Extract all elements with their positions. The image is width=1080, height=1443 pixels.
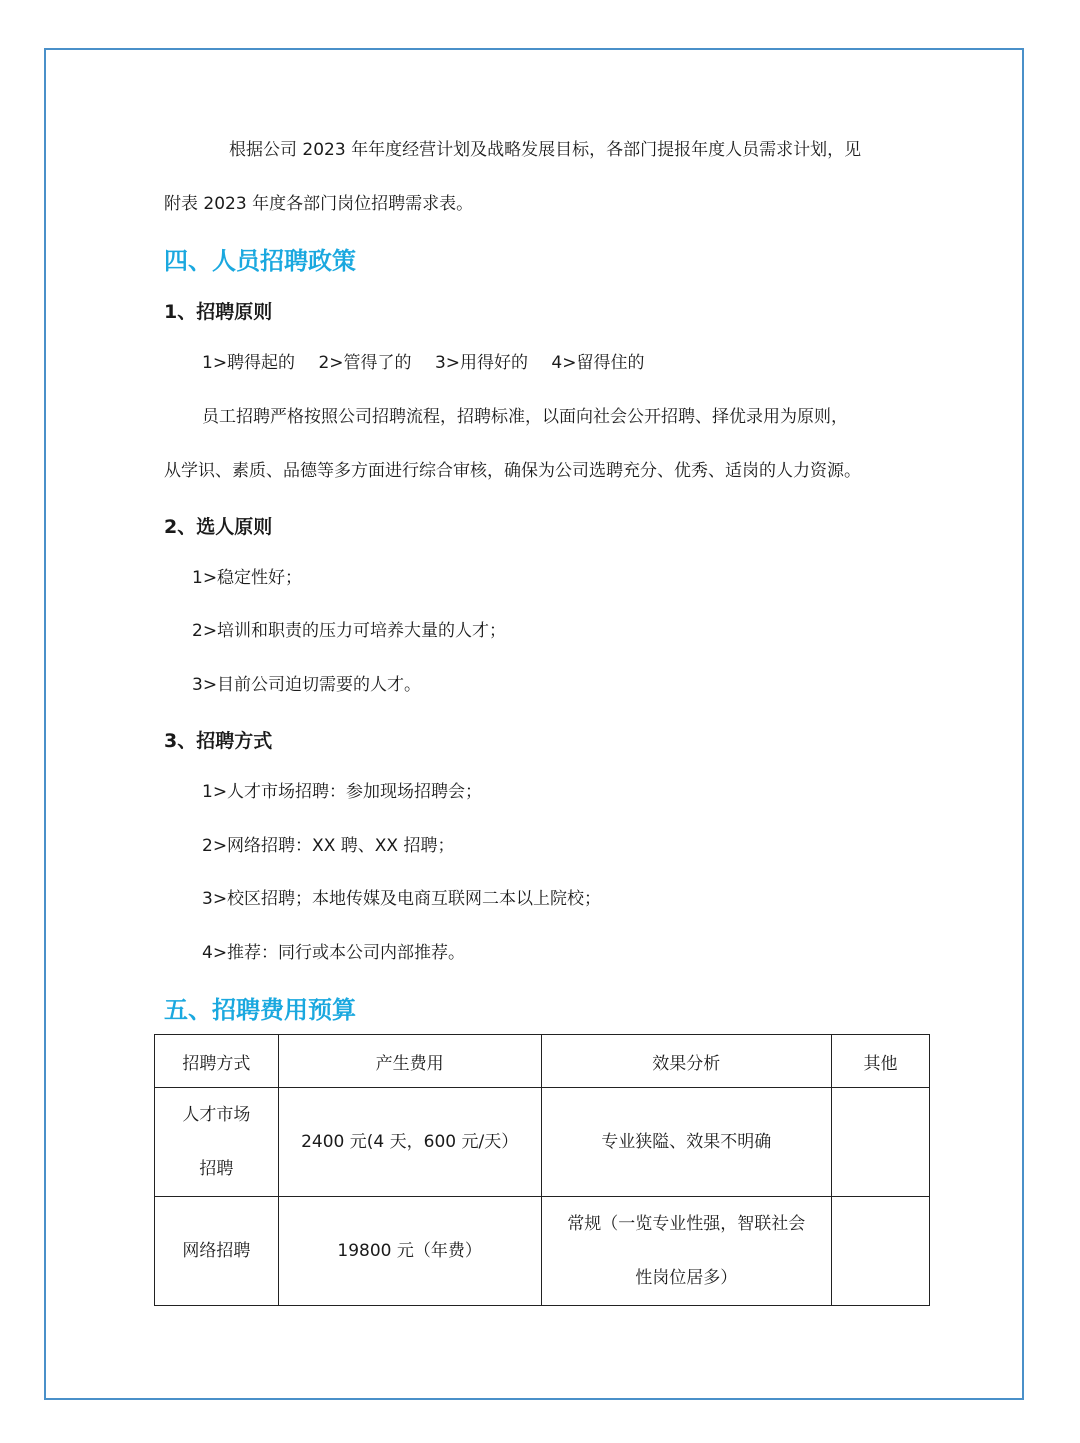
section-4-title: 四、人员招聘政策 bbox=[164, 247, 356, 275]
subsection-1-title: 1、招聘原则 bbox=[164, 301, 273, 323]
intro-line-1: 根据公司 2023 年年度经营计划及战略发展目标，各部门提报年度人员需求计划，见 bbox=[229, 140, 862, 160]
budget-table bbox=[154, 1034, 930, 1306]
cell-other bbox=[832, 1197, 930, 1306]
principle-para-line-1: 员工招聘严格按照公司招聘流程，招聘标准，以面向社会公开招聘、择优录用为原则， bbox=[202, 407, 848, 427]
cell-effect bbox=[541, 1197, 832, 1306]
subsection-3-title: 3、招聘方式 bbox=[164, 730, 273, 752]
principle-item: 2>管得了的 bbox=[318, 353, 412, 373]
cell-effect: 专业狭隘、效果不明确 bbox=[541, 1088, 832, 1197]
principle-item: 1>聘得起的 bbox=[202, 353, 296, 373]
principle-para-line-2: 从学识、素质、品德等多方面进行综合审核，确保为公司选聘充分、优秀、适岗的人力资源。 bbox=[164, 461, 861, 481]
method-item: 1>人才市场招聘：参加现场招聘会； bbox=[202, 782, 483, 802]
cell-method: 网络招聘 bbox=[155, 1197, 279, 1306]
header-effect: 效果分析 bbox=[541, 1035, 832, 1088]
selection-item: 2>培训和职责的压力可培养大量的人才； bbox=[192, 621, 507, 641]
cell-text: 人才市场 bbox=[182, 1105, 251, 1125]
cell-text: 常规（一览专业性强，智联社会 bbox=[567, 1214, 806, 1234]
method-item: 3>校区招聘；本地传媒及电商互联网二本以上院校； bbox=[202, 889, 602, 909]
principles-row bbox=[202, 351, 662, 375]
selection-item: 1>稳定性好； bbox=[192, 568, 303, 588]
table-row bbox=[155, 1197, 930, 1306]
intro-line-2: 附表 2023 年度各部门岗位招聘需求表。 bbox=[164, 194, 474, 214]
table-row bbox=[155, 1088, 930, 1197]
cell-method bbox=[155, 1088, 279, 1197]
principle-item: 4>留得住的 bbox=[551, 353, 645, 373]
cell-text: 招聘 bbox=[199, 1159, 234, 1179]
subsection-2-title: 2、选人原则 bbox=[164, 516, 273, 538]
cell-cost: 2400 元(4 天，600 元/天） bbox=[278, 1088, 541, 1197]
selection-item: 3>目前公司迫切需要的人才。 bbox=[192, 675, 422, 695]
method-item: 4>推荐：同行或本公司内部推荐。 bbox=[202, 943, 466, 963]
table-header-row bbox=[155, 1035, 930, 1088]
cell-cost: 19800 元（年费） bbox=[278, 1197, 541, 1306]
header-method: 招聘方式 bbox=[155, 1035, 279, 1088]
header-cost: 产生费用 bbox=[278, 1035, 541, 1088]
section-5-title: 五、招聘费用预算 bbox=[164, 996, 356, 1024]
cell-other bbox=[832, 1088, 930, 1197]
cell-text: 性岗位居多） bbox=[635, 1268, 738, 1288]
principle-item: 3>用得好的 bbox=[434, 353, 528, 373]
header-other: 其他 bbox=[832, 1035, 930, 1088]
method-item: 2>网络招聘：XX 聘、XX 招聘； bbox=[202, 836, 455, 856]
